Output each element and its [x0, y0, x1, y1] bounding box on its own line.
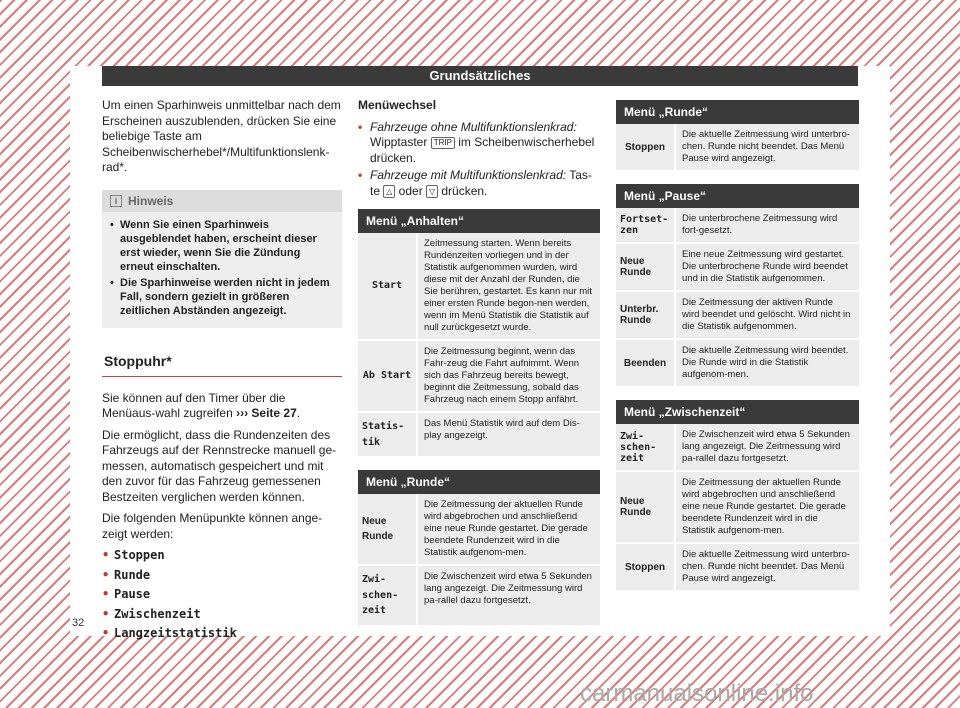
menu-item-stoppen: • Stoppen: [102, 548, 342, 564]
row-value: Die Zeitmessung der aktuellen Runde wird abgebrochen und anschließend eine neue Runde gestartet. Die gerade beendete Rundenzeit wird in die Statistik aufgenom-men.: [424, 499, 588, 558]
paragraph-end: .: [296, 406, 301, 420]
row-key: Statis-tik: [358, 413, 418, 456]
row-value: Die aktuelle Zeitmessung wird unterbro-chen. Runde nicht beendet. Das Menü Pause wird angezeigt.: [682, 549, 850, 584]
column-middle: [358, 98, 600, 627]
row-value: Die Zeitmessung der aktiven Runde wird beendet und gelöscht. Wird nicht in die Statistik aufgenommen.: [682, 297, 851, 332]
table-row: [358, 413, 600, 458]
paragraph-access: [102, 391, 342, 422]
row-key: Neue Runde: [616, 472, 676, 542]
row-key: Fortset-zen: [616, 208, 676, 242]
table-row: [616, 544, 859, 592]
row-value: Die unterbrochene Zeitmessung wird fort-gesetzt.: [682, 213, 838, 236]
instruction-text: oder: [395, 183, 427, 198]
row-value: Die Zeitmessung beginnt, wenn das Fahr-zeug die Fahrt aufnimmt. Wenn sich das Fahrzeug bereits bewegt, beginnt die Zeitmessung, sobald das Fahrzeug nach einem Stopp anfährt.: [424, 346, 580, 405]
watermark: carmanualsonline.info: [580, 680, 814, 707]
table-menu-anhalten: [358, 209, 600, 458]
hint-body: [102, 212, 342, 328]
table-row: [616, 124, 859, 172]
hint-item: • Wenn Sie einen Sparhinweis ausgeblendet haben, erscheint dieser erst wieder, wenn Sie die Zündung erneut einschalten.: [110, 218, 334, 274]
row-value: Das Menü Statistik wird auf dem Dis-play angezeigt.: [424, 418, 580, 441]
row-key: Stoppen: [616, 544, 676, 590]
table-row: [616, 424, 859, 472]
table-row: [616, 472, 859, 544]
row-key: Zwi-schen-zeit: [358, 566, 418, 625]
page-link[interactable]: ››› Seite 27: [236, 406, 297, 420]
row-key: Ab Start: [358, 341, 418, 411]
page-number: 32: [72, 617, 85, 629]
table-title: Menü „Anhalten“: [358, 209, 600, 233]
section-title: Stoppuhr*: [102, 354, 342, 377]
column-left: [102, 98, 342, 642]
row-value: Die aktuelle Zeitmessung wird beendet. Die Runde wird in die Statistik aufgenom-men.: [682, 345, 849, 380]
table-title: Menü „Runde“: [616, 100, 859, 124]
row-key: Neue Runde: [358, 494, 418, 564]
instruction-text: Wipptaster: [370, 135, 431, 149]
row-value: Die Zwischenzeit wird etwa 5 Sekunden lang angezeigt. Die Zeitmessung wird pa-rallel dazu fortgesetzt.: [424, 571, 592, 606]
table-menu-zwischenzeit: [616, 400, 859, 592]
row-key: Start: [358, 233, 418, 339]
table-menu-runde: [358, 470, 600, 627]
table-menu-runde-continued: [616, 100, 859, 172]
condition-label: Fahrzeuge ohne Multifunktionslenkrad:: [370, 119, 577, 134]
table-row: [358, 566, 600, 627]
row-value: Eine neue Zeitmessung wird gestartet. Die unterbrochene Runde wird beendet und in die Statistik aufgenommen.: [682, 249, 848, 284]
menu-item-langzeitstatistik: • Langzeitstatistik: [102, 626, 342, 642]
table-row: [616, 244, 859, 292]
menu-change-item-1: [358, 120, 600, 167]
paragraph-text: Sie können auf den Timer über die Menüaus-wahl zugreifen: [102, 390, 286, 420]
row-key: Beenden: [616, 340, 676, 386]
instruction-text: drücken.: [438, 183, 488, 198]
table-row: [358, 494, 600, 566]
menu-change-title: Menüwechsel: [358, 98, 437, 112]
trip-key-icon: TRIP: [431, 137, 455, 149]
arrow-down-icon: ▽: [426, 185, 438, 198]
condition-label: Fahrzeuge mit Multifunktionslenkrad:: [370, 168, 567, 182]
paragraph-description: Die ermöglicht, dass die Rundenzeiten des Fahrzeugs auf der Rennstrecke manuell ge-messen, automatisch gespeichert und mit den zuvor für das Fahrzeug gemessenen Bestzeiten verglichen werden können.: [102, 427, 337, 504]
row-value: Die Zeitmessung der aktuellen Runde wird abgebrochen und anschließend eine neue Runde gestartet. Die gerade beendete Rundenzeit wird in die Statistik aufgenom-men.: [682, 477, 846, 536]
info-icon: i: [110, 195, 122, 207]
page-header: Grundsätzliches: [102, 66, 858, 86]
instruction-text: im Scheibenwischerhebel drücken.: [370, 135, 595, 165]
row-value: Zeitmessung starten. Wenn bereits Rundenzeiten vorliegen und in der Statistik aufgenommen wurden, wird diese mit der Anzahl der Runden, die Sie berühren, gestartet. Es kann nur mit einer ersten Runde begon-nen werden, wenn im Menü Statistik die Statistik auf null zurückgesetzt wurde.: [424, 238, 592, 333]
table-row: [358, 233, 600, 341]
table-row: [616, 208, 859, 244]
table-title: Menü „Zwischenzeit“: [616, 400, 859, 424]
hint-title: Hinweis: [128, 193, 174, 208]
hint-header: [102, 191, 342, 213]
menu-item-zwischenzeit: • Zwischenzeit: [102, 607, 342, 623]
instruction-text: Tas-te: [370, 168, 592, 198]
intro-paragraph: Um einen Sparhinweis unmittelbar nach dem Erscheinen auszublenden, drücken Sie eine beliebige Taste am Scheibenwischerhebel*/Multifunktionslenk-rad*.: [102, 98, 341, 174]
row-value: Die Zwischenzeit wird etwa 5 Sekunden lang angezeigt. Die Zeitmessung wird pa-rallel dazu fortgesetzt.: [682, 429, 850, 464]
row-key: Unterbr. Runde: [616, 292, 676, 338]
arrow-up-icon: △: [383, 185, 395, 198]
hint-item: • Die Sparhinweise werden nicht in jedem Fall, sondern gezielt in größeren zeitlichen Abständen angezeigt.: [110, 276, 334, 318]
menu-change-item-2: [358, 168, 600, 199]
hint-box: [102, 190, 342, 329]
paragraph-menu-items: Die folgenden Menüpunkte können ange-zeigt werden:: [102, 511, 323, 541]
menu-item-runde: • Runde: [102, 568, 342, 584]
menu-item-pause: • Pause: [102, 587, 342, 603]
table-title: Menü „Runde“: [358, 470, 600, 494]
table-title: Menü „Pause“: [616, 184, 859, 208]
table-row: [358, 341, 600, 413]
row-key: Zwi-schen-zeit: [616, 424, 676, 470]
row-key: Stoppen: [616, 124, 676, 170]
table-row: [616, 340, 859, 388]
row-key: Neue Runde: [616, 244, 676, 290]
row-value: Die aktuelle Zeitmessung wird unterbro-chen. Runde nicht beendet. Das Menü Pause wird angezeigt.: [682, 129, 850, 164]
column-right: [616, 100, 859, 592]
table-row: [616, 292, 859, 340]
table-menu-pause: [616, 184, 859, 388]
